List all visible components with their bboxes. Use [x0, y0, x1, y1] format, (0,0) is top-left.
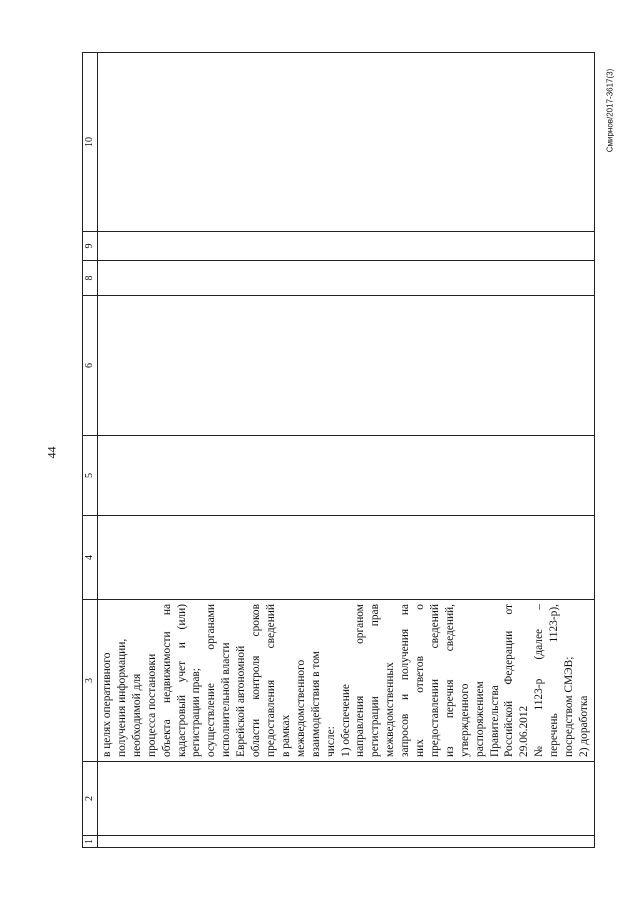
header-col-2: 2	[83, 762, 98, 836]
header-col-8: 8	[83, 261, 98, 296]
text-line: Российской Федерации от	[503, 604, 516, 757]
page-number: 44	[44, 446, 59, 459]
cell-col-10	[98, 53, 595, 232]
text-line: межведомственного	[294, 659, 307, 757]
text-line: взаимодействия в том	[309, 651, 322, 757]
cell-col-6	[98, 296, 595, 436]
text-line: получения информации,	[115, 638, 128, 757]
text-line: области контроля сроков	[250, 604, 263, 757]
header-col-4: 4	[83, 516, 98, 600]
text-line: 29.06.2012	[518, 705, 531, 757]
header-col-9: 9	[83, 232, 98, 261]
header-col-10: 10	[83, 53, 98, 232]
cell-col-8	[98, 261, 595, 296]
text-line: посредством СМЭВ;	[563, 656, 576, 757]
text-line: осуществление органами	[205, 604, 218, 757]
text-line: 1) обеспечение	[339, 684, 352, 757]
text-line: в целях оперативного	[101, 652, 113, 757]
cell-col-4	[98, 516, 595, 600]
text-line: запросов и получения на	[399, 604, 412, 757]
cell-col-3-description	[98, 600, 595, 762]
header-col-1: 1	[83, 836, 98, 848]
text-line: необходимой для	[130, 673, 143, 757]
header-col-5: 5	[83, 436, 98, 516]
cell-col-9	[98, 232, 595, 261]
text-line: объекта недвижимости на	[160, 604, 173, 757]
data-table	[82, 52, 595, 848]
header-row	[83, 53, 98, 848]
text-line: распоряжением	[473, 681, 486, 757]
text-line: перечень 1123-р),	[548, 604, 561, 757]
text-line: регистрации прав;	[190, 668, 203, 757]
text-line: числе:	[324, 726, 337, 757]
text-line: Еврейской автономной	[235, 645, 248, 757]
text-line: исполнительной власти	[220, 642, 233, 757]
text-line: № 1123-р (далее –	[533, 604, 546, 757]
text-line: в рамках	[279, 714, 292, 757]
text-line: них ответов о	[414, 604, 427, 757]
rotated-table-area	[82, 53, 590, 848]
text-line: 2) доработка	[578, 695, 590, 757]
text-line: предоставлении сведений	[428, 604, 441, 757]
text-line: предоставления сведений	[264, 604, 277, 757]
text-line: утвержденного	[458, 683, 471, 757]
document-code: Смирнов/2017-3617(3)	[605, 68, 615, 153]
text-line: кадастровый учет и (или)	[175, 604, 188, 757]
text-line: межведомственных	[384, 662, 397, 757]
text-line: Правительства	[488, 685, 501, 757]
text-line: направления органом	[354, 604, 367, 757]
text-line: процесса постановки	[145, 653, 158, 757]
header-col-3: 3	[83, 600, 98, 762]
text-line: из перечня сведений,	[443, 604, 456, 757]
table-row	[98, 53, 595, 848]
cell-col-2	[98, 762, 595, 836]
header-col-6: 6	[83, 296, 98, 436]
text-line: регистрации прав	[369, 604, 382, 757]
cell-col-1	[98, 836, 595, 848]
cell-col-5	[98, 436, 595, 516]
